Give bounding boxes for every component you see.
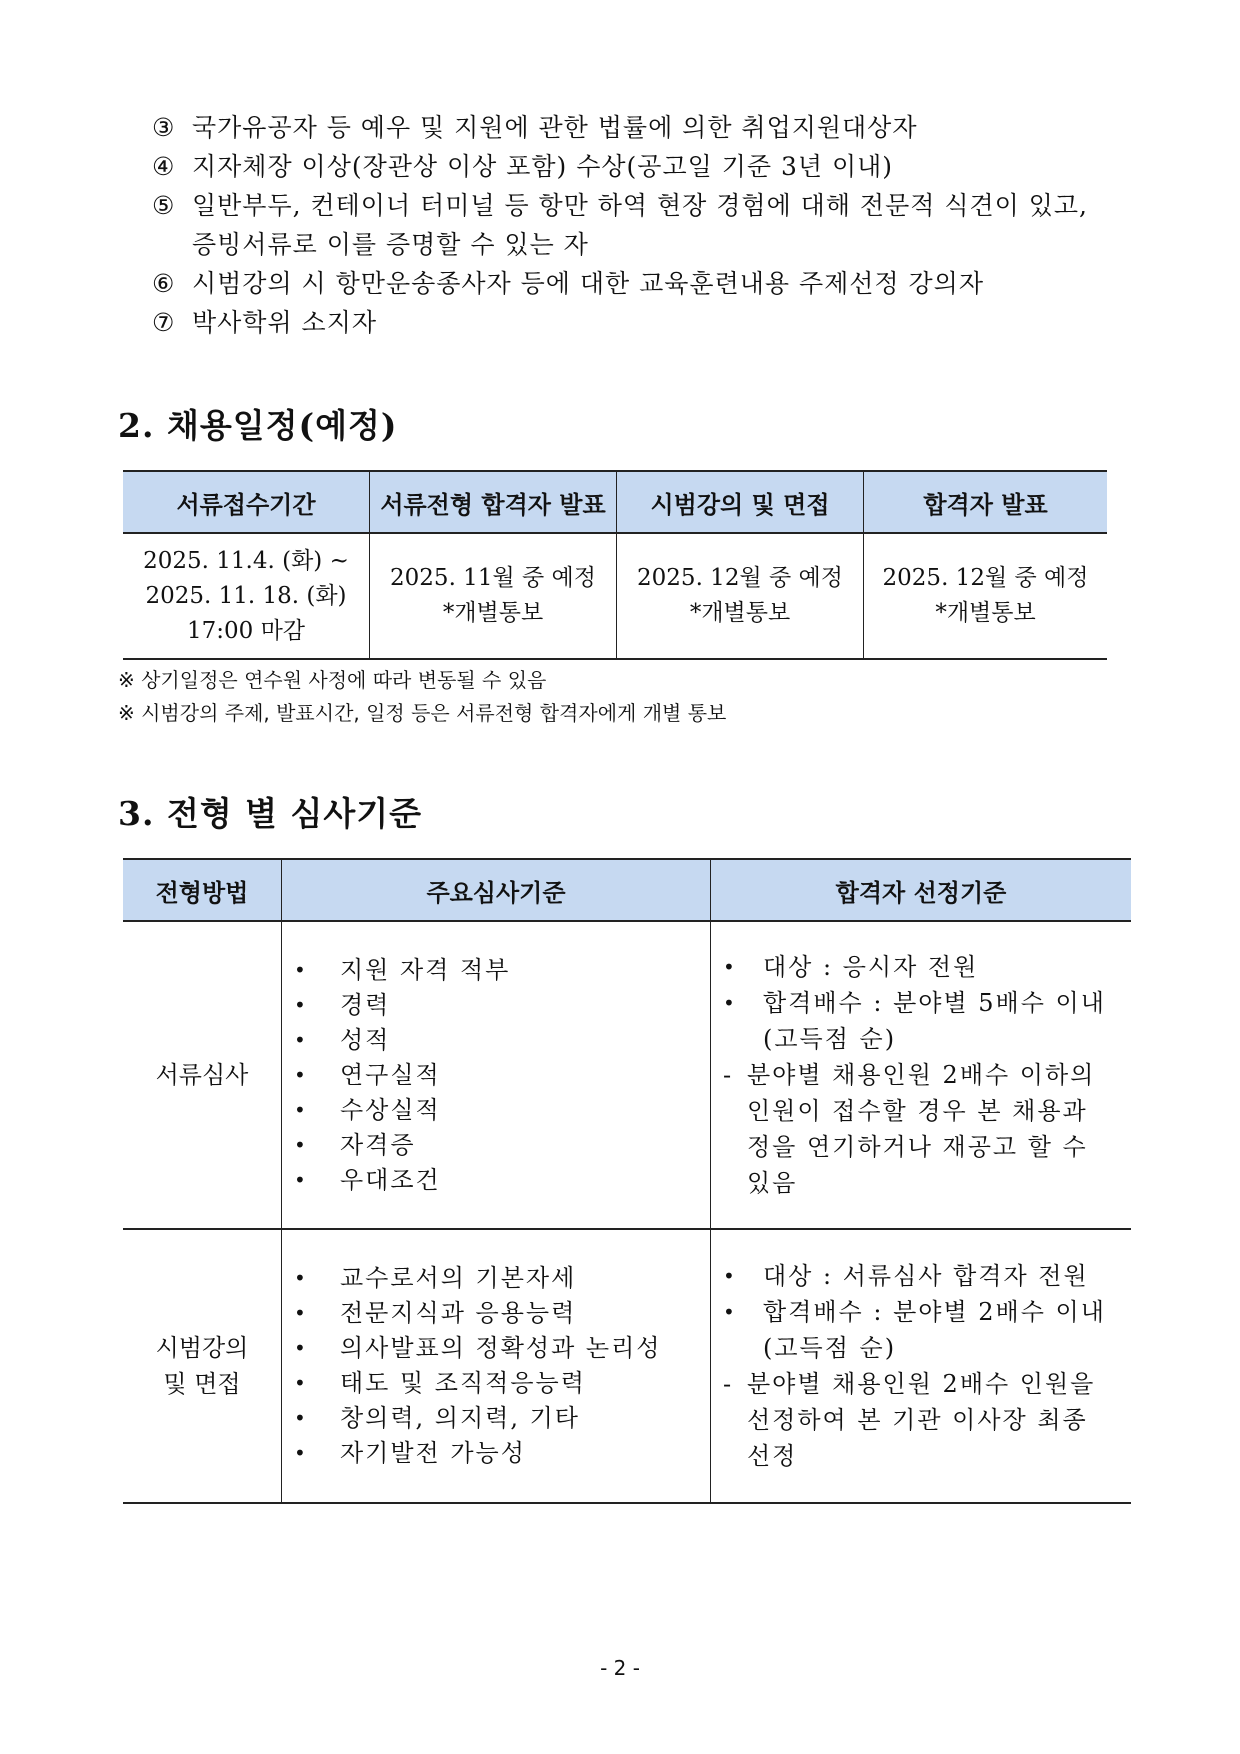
qualification-number: ③ — [152, 113, 176, 142]
selection-cell — [711, 1229, 1132, 1503]
list-item: • 교수로서의 기본자세 — [294, 1261, 710, 1296]
qualification-number: ④ — [152, 152, 176, 181]
cell-line: 2025. 12월 중 예정 — [882, 565, 1089, 591]
table-row — [123, 1229, 1131, 1503]
bullet-icon: • — [723, 1264, 737, 1288]
criteria-cell — [282, 921, 711, 1229]
bullet-icon: • — [294, 1336, 308, 1360]
criteria-cell — [282, 1229, 711, 1503]
list-item: • 태도 및 조직적응능력 — [294, 1366, 710, 1401]
method-cell — [123, 1229, 282, 1503]
qualification-item — [152, 303, 1132, 342]
list-item: • 자기발전 가능성 — [294, 1436, 710, 1471]
cell-line: 2025. 11월 중 예정 — [390, 565, 596, 591]
list-item: • 지원 자격 적부 — [294, 953, 710, 988]
cell-line: 17:00 마감 — [186, 617, 306, 644]
cell-line: *개별통보 — [935, 600, 1036, 626]
selection-block — [723, 1258, 1123, 1474]
header-cell: 서류전형 합격자 발표 — [370, 471, 617, 533]
selection-multiple-note: (고득점 순) — [763, 1025, 897, 1053]
qualification-text-continued: 증빙서류로 이를 증명할 수 있는 자 — [192, 230, 589, 259]
note: ※ 시범강의 주제, 발표시간, 일정 등은 서류전형 합격자에게 개별 통보 — [118, 701, 727, 725]
list-item: • 우대조건 — [294, 1163, 710, 1198]
bullet-icon: • — [723, 1300, 737, 1324]
criteria-list — [294, 953, 710, 1198]
bullet-icon: • — [294, 1441, 308, 1465]
cell-line: 2025. 11. 18. (화) — [145, 582, 347, 609]
table-cell — [123, 533, 370, 659]
criteria-list — [294, 1261, 710, 1471]
qualification-item — [152, 264, 1132, 303]
bullet-icon: • — [723, 991, 737, 1015]
qualification-number: ⑤ — [152, 191, 176, 220]
list-item: • 경력 — [294, 988, 710, 1023]
dash-mark: - — [723, 1061, 734, 1089]
selection-multiple: 합격배수 : 분야별 5배수 이내 — [763, 989, 1106, 1017]
qualification-text: 지자체장 이상(장관상 이상 포함) 수상(공고일 기준 3년 이내) — [192, 152, 893, 181]
table-row — [123, 921, 1131, 1229]
criteria-table — [123, 858, 1131, 1504]
selection-note-line: 있음 — [747, 1169, 798, 1197]
method-label: 서류심사 — [155, 1061, 249, 1089]
bullet-icon: • — [294, 1371, 308, 1395]
dash-mark: - — [723, 1370, 734, 1398]
qualification-text: 박사학위 소지자 — [192, 308, 377, 337]
qualification-item — [152, 147, 1132, 186]
bullet-icon: • — [294, 1132, 308, 1157]
qualification-text: 일반부두, 컨테이너 터미널 등 항만 하역 현장 경험에 대해 전문적 식견이 있고, — [192, 191, 1088, 220]
cell-line: *개별통보 — [689, 600, 791, 626]
bullet-icon: • — [723, 955, 737, 979]
qualification-number: ⑦ — [152, 308, 176, 337]
bullet-icon: • — [294, 1167, 308, 1192]
selection-cell — [711, 921, 1132, 1229]
selection-note-line: 선정하여 본 기관 이사장 최종 — [747, 1406, 1088, 1434]
qualification-text: 국가유공자 등 예우 및 지원에 관한 법률에 의한 취업지원대상자 — [192, 113, 918, 142]
header-cell: 시범강의 및 면접 — [617, 471, 864, 533]
selection-multiple: 합격배수 : 분야별 2배수 이내 — [763, 1298, 1106, 1326]
section-heading-criteria: 3. 전형 별 심사기준 — [118, 794, 423, 833]
table-cell — [370, 533, 617, 659]
list-item: • 전문지식과 응용능력 — [294, 1296, 710, 1331]
bullet-icon: • — [294, 1301, 308, 1325]
table-header-row — [123, 859, 1131, 921]
qualification-list — [152, 108, 1132, 342]
method-label: 및 면접 — [163, 1370, 241, 1398]
schedule-table — [123, 470, 1107, 660]
selection-block — [723, 949, 1123, 1201]
selection-note-line: 분야별 채용인원 2배수 이하의 — [747, 1061, 1096, 1089]
selection-note-line: 분야별 채용인원 2배수 인원을 — [747, 1370, 1096, 1398]
bullet-icon: • — [294, 1027, 308, 1052]
qualification-item — [152, 186, 1132, 264]
cell-line: *개별통보 — [442, 600, 544, 626]
method-cell — [123, 921, 282, 1229]
list-item: • 자격증 — [294, 1128, 710, 1163]
cell-line: 2025. 12월 중 예정 — [637, 565, 843, 591]
selection-target: 대상 : 서류심사 합격자 전원 — [763, 1262, 1089, 1290]
list-item: • 연구실적 — [294, 1058, 710, 1093]
table-cell — [617, 533, 864, 659]
selection-note-line: 정을 연기하거나 재공고 할 수 — [747, 1133, 1088, 1161]
cell-line: 2025. 11.4. (화) ~ — [143, 547, 349, 574]
qualification-item — [152, 108, 1132, 147]
selection-multiple-note: (고득점 순) — [763, 1334, 897, 1362]
header-cell: 주요심사기준 — [282, 859, 711, 921]
header-cell: 서류접수기간 — [123, 471, 370, 533]
bullet-icon: • — [294, 957, 308, 982]
schedule-notes — [118, 664, 726, 730]
header-cell: 합격자 발표 — [864, 471, 1108, 533]
bullet-icon: • — [294, 1097, 308, 1122]
table-row — [123, 533, 1107, 659]
page-number: - 2 - — [600, 1656, 640, 1680]
method-label: 시범강의 — [155, 1334, 249, 1362]
list-item: • 창의력, 의지력, 기타 — [294, 1401, 710, 1436]
list-item: • 성적 — [294, 1023, 710, 1058]
bullet-icon: • — [294, 1406, 308, 1430]
qualification-text: 시범강의 시 항만운송종사자 등에 대한 교육훈련내용 주제선정 강의자 — [192, 269, 984, 298]
selection-target: 대상 : 응시자 전원 — [763, 953, 979, 981]
selection-note-line: 인원이 접수할 경우 본 채용과 — [747, 1097, 1088, 1125]
bullet-icon: • — [294, 1266, 308, 1290]
bullet-icon: • — [294, 1062, 308, 1087]
note: ※ 상기일정은 연수원 사정에 따라 변동될 수 있음 — [118, 668, 547, 692]
selection-note-line: 선정 — [747, 1442, 798, 1470]
list-item: • 의사발표의 정확성과 논리성 — [294, 1331, 710, 1366]
bullet-icon: • — [294, 992, 308, 1017]
table-cell — [864, 533, 1108, 659]
list-item: • 수상실적 — [294, 1093, 710, 1128]
table-header-row — [123, 471, 1107, 533]
section-heading-schedule: 2. 채용일정(예정) — [118, 406, 398, 445]
header-cell: 합격자 선정기준 — [711, 859, 1132, 921]
header-cell: 전형방법 — [123, 859, 282, 921]
qualification-number: ⑥ — [152, 269, 176, 298]
